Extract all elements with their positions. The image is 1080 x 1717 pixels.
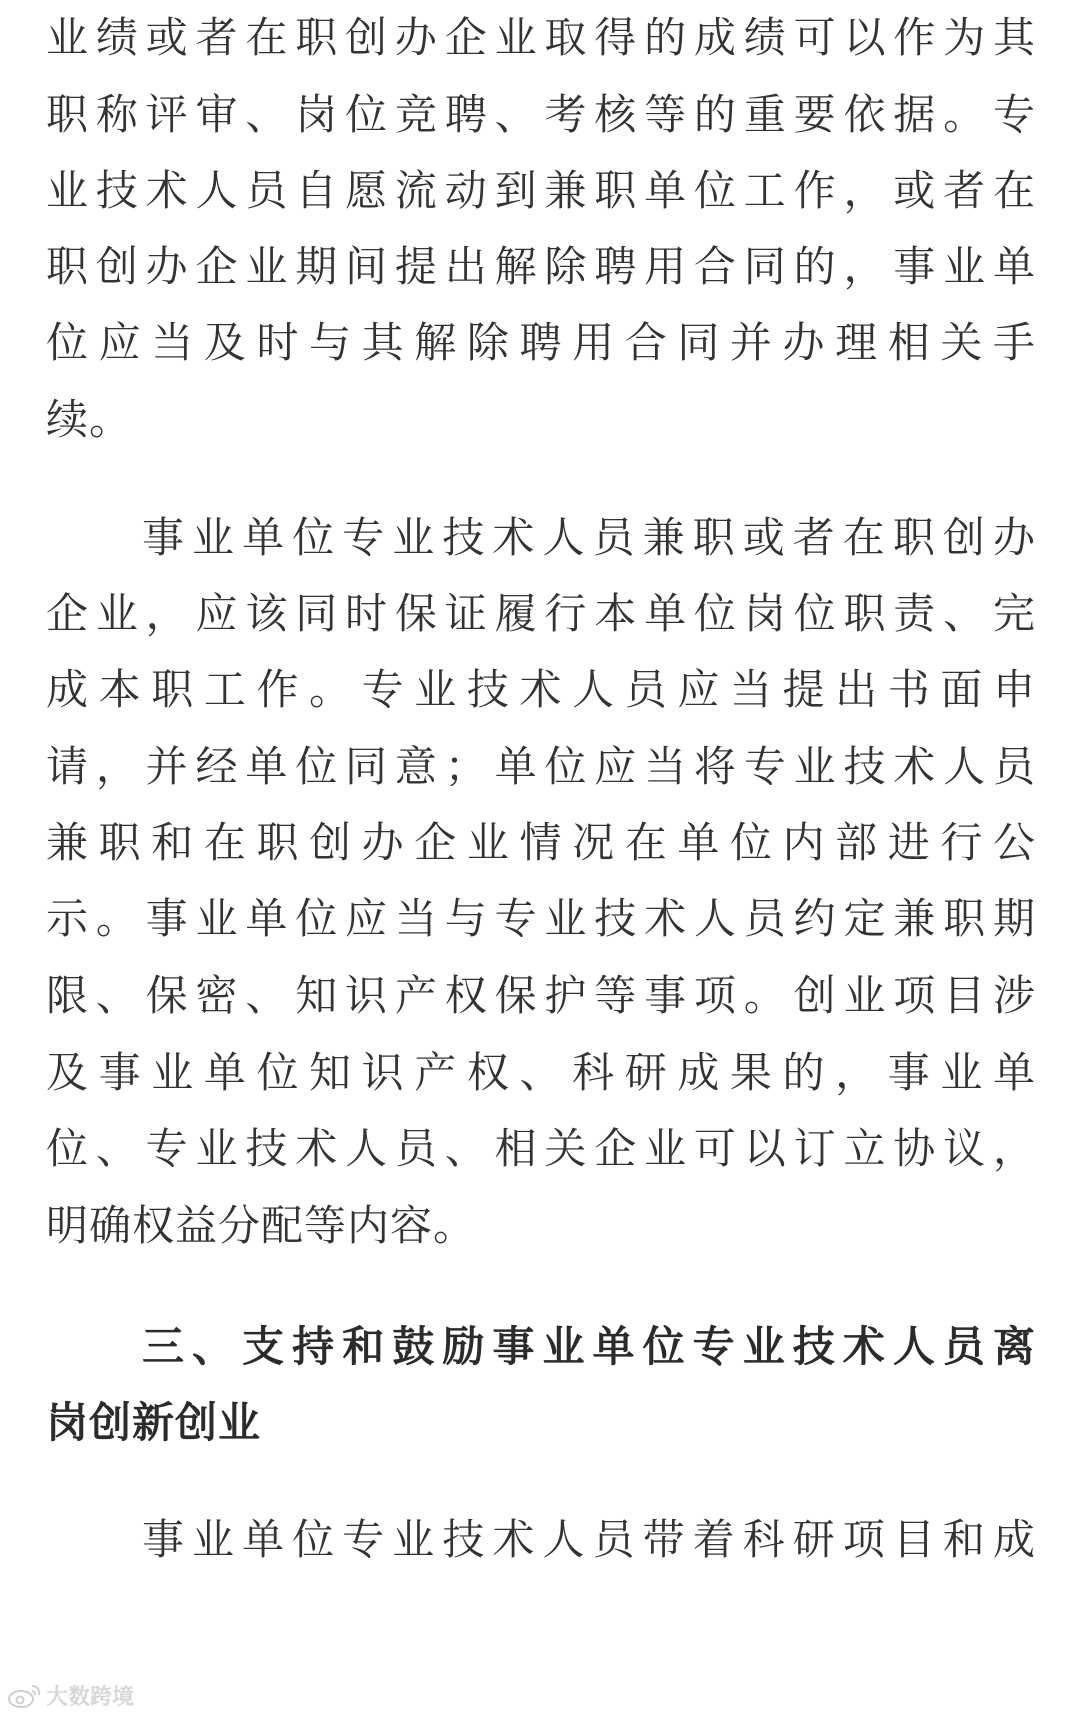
paragraph-line: 位应当及时与其解除聘用合同并办理相关手: [46, 318, 1036, 367]
paragraph-line: 位、专业技术人员、相关企业可以订立协议，: [46, 1124, 1036, 1173]
paragraph-line: 事业单位专业技术人员兼职或者在职创办: [142, 513, 1036, 562]
section-heading: 岗创新创业: [46, 1398, 262, 1447]
paragraph-line: 职创办企业期间提出解除聘用合同的，事业单: [46, 242, 1036, 291]
paragraph-line: 示。事业单位应当与专业技术人员约定兼职期: [46, 894, 1036, 943]
paragraph-line: 职称评审、岗位竞聘、考核等的重要依据。专: [46, 90, 1036, 139]
watermark-text: 大数跨境: [46, 1685, 135, 1710]
paragraph-line: 及事业单位知识产权、科研成果的，事业单: [46, 1048, 1036, 1097]
paragraph-line: 续。: [46, 395, 133, 444]
weibo-logo-icon: [6, 1682, 42, 1710]
paragraph-line: 企业，应该同时保证履行本单位岗位职责、完: [46, 589, 1036, 638]
watermark: [6, 1680, 134, 1711]
paragraph-line: 明确权益分配等内容。: [46, 1201, 477, 1250]
paragraph-line: 成本职工作。专业技术人员应当提出书面申: [46, 665, 1036, 714]
section-heading: 三、支持和鼓励事业单位专业技术人员离: [142, 1322, 1036, 1371]
paragraph-line: 业绩或者在职创办企业取得的成绩可以作为其: [46, 13, 1036, 62]
paragraph-line: 兼职和在职创办企业情况在单位内部进行公: [46, 818, 1036, 867]
paragraph-line: 请，并经单位同意；单位应当将专业技术人员: [46, 742, 1036, 791]
paragraph-line: 业技术人员自愿流动到兼职单位工作，或者在: [46, 166, 1036, 215]
paragraph-line: 事业单位专业技术人员带着科研项目和成: [142, 1515, 1036, 1564]
paragraph-line: 限、保密、知识产权保护等事项。创业项目涉: [46, 971, 1036, 1020]
